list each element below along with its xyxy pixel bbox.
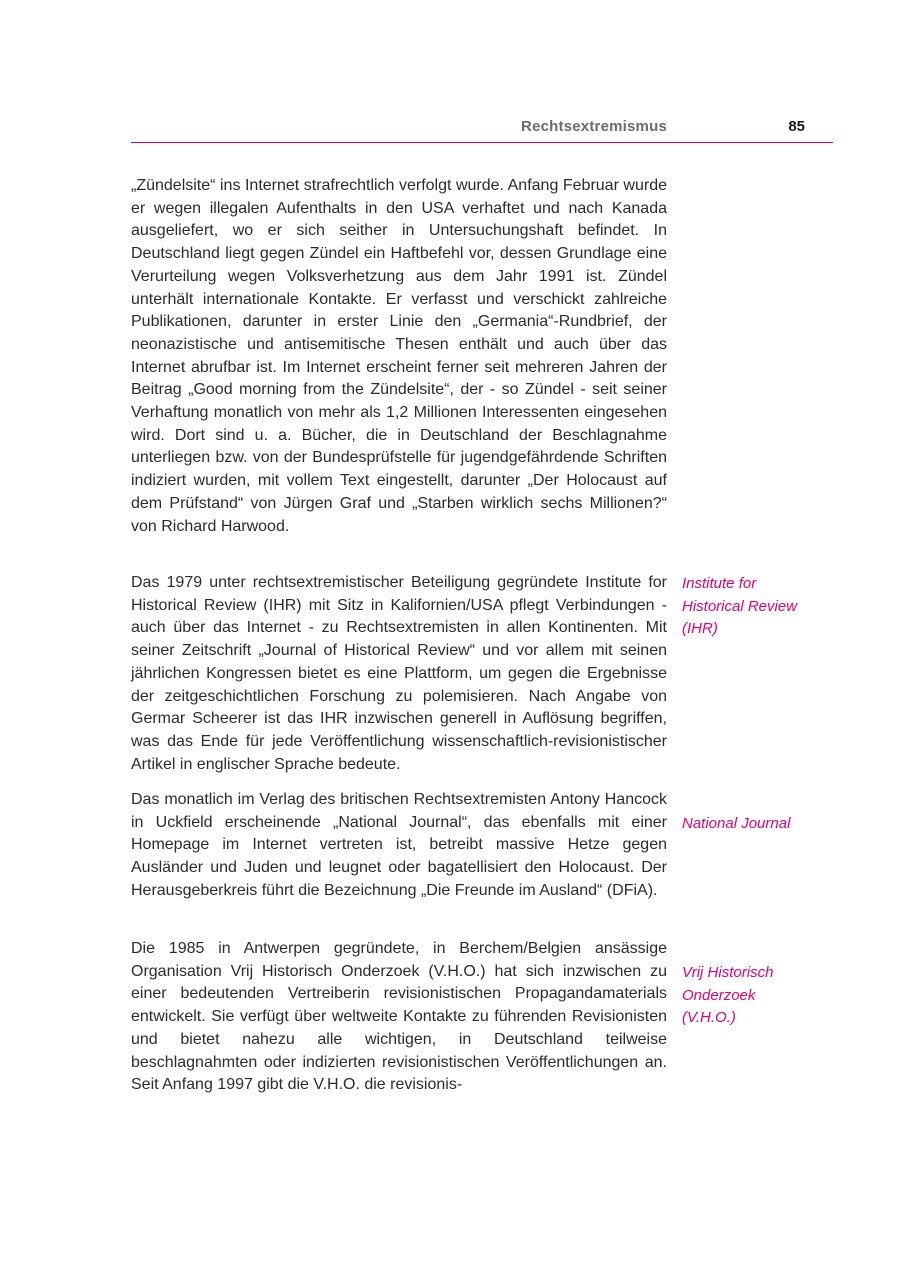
margin-note-ihr xyxy=(682,573,832,641)
paragraph-national-journal: Das monatlich im Verlag des britischen Rechtsextremisten Antony Hancock in Uckfield erscheinende „National Journal“, das ebenfalls mit einer Homepage im Internet vertreten ist, betreibt massive Hetze gegen Ausländer und Juden und leugnet oder bagatellisiert den Holocaust. Der Herausgeberkreis führt die Bezeichnung „Die Freunde im Ausland“ (DFiA). xyxy=(131,791,667,899)
margin-note-line: Onderzoek xyxy=(682,986,756,1004)
margin-note-line: (IHR) xyxy=(682,620,718,638)
running-header xyxy=(131,116,833,143)
margin-note-vho xyxy=(682,962,832,1030)
paragraph-zuendel: „Zündelsite“ ins Internet strafrechtlich verfolgt wurde. Anfang Februar wurde er wegen illegalen Aufenthalts in den USA verhaftet und nach Kanada ausgeliefert, wo er sich seither in Untersuchungshaft befindet. In Deutschland liegt gegen Zündel ein Haftbefehl vor, dessen Grundlage eine Verurteilung wegen Volksverhetzung aus dem Jahr 1991 ist. Zündel unterhält internationale Kontakte. Er verfasst und verschickt zahlreiche Publikationen, darunter in erster Linie den „Germania“-Rundbrief, der neonazistische und antisemitische Thesen enthält und auch über das Internet abrufbar ist. Im Internet erscheint ferner seit mehreren Jahren der Beitrag „Good morning from the Zündelsite“, der - so Zündel - seit seiner Verhaftung monatlich von mehr als 1,2 Millionen Interessenten eingesehen wird. Dort sind u. a. Bücher, die in Deutschland der Beschlagnahme unterliegen bzw. von der Bundesprüfstelle für jugendgefährdende Schriften indiziert wurden, mit vollem Text eingestellt, darunter „Der Holocaust auf dem Prüfstand“ von Jürgen Graf und „Starben wirklich sechs Millionen?“ von Richard Harwood. xyxy=(131,177,667,535)
margin-note-line: Historical Review xyxy=(682,597,798,615)
margin-note-line: Vrij Historisch xyxy=(682,964,774,981)
page-number: 85 xyxy=(788,118,805,135)
header-title: Rechtsextremismus xyxy=(521,118,667,135)
paragraph-ihr: Das 1979 unter rechtsextremistischer Beteiligung gegründete Institute for Historical Review (IHR) mit Sitz in Kalifornien/USA pflegt Verbindungen - auch über das Internet - zu Rechtsextremisten in allen Kontinenten. Mit seiner Zeitschrift „Journal of Historical Review“ und vor allem mit seinen jährlichen Kongressen bietet es eine Plattform, um gegen die Ergebnisse der zeitgeschichtlichen Forschung zu polemisieren. Nach Angabe von Germar Scheerer ist das IHR inzwischen generell in Auflösung begriffen, was das Ende für jede Veröffentlichung wissenschaftlich-revisionistischer Artikel in englischer Sprache bedeute. xyxy=(131,574,667,773)
margin-note-national-journal xyxy=(682,813,832,836)
paragraph-vho: Die 1985 in Antwerpen gegründete, in Berchem/Belgien ansässige Organisation Vrij Historisch Onderzoek (V.H.O.) hat sich inzwischen zu einer bedeutenden Vertreiberin revisionistischen Propagandamaterials entwickelt. Sie verfügt über weltweite Kontakte zu führenden Revisionisten und bietet nahezu alle wichtigen, in Deutschland teilweise beschlagnahmten oder indizierten revisionistischen Veröffentlichungen an. Seit Anfang 1997 gibt die V.H.O. die revisionis- xyxy=(131,940,667,1094)
margin-note-line: Institute for xyxy=(682,575,757,592)
margin-note-line: (V.H.O.) xyxy=(682,1009,736,1027)
margin-note-line: National Journal xyxy=(682,815,791,832)
